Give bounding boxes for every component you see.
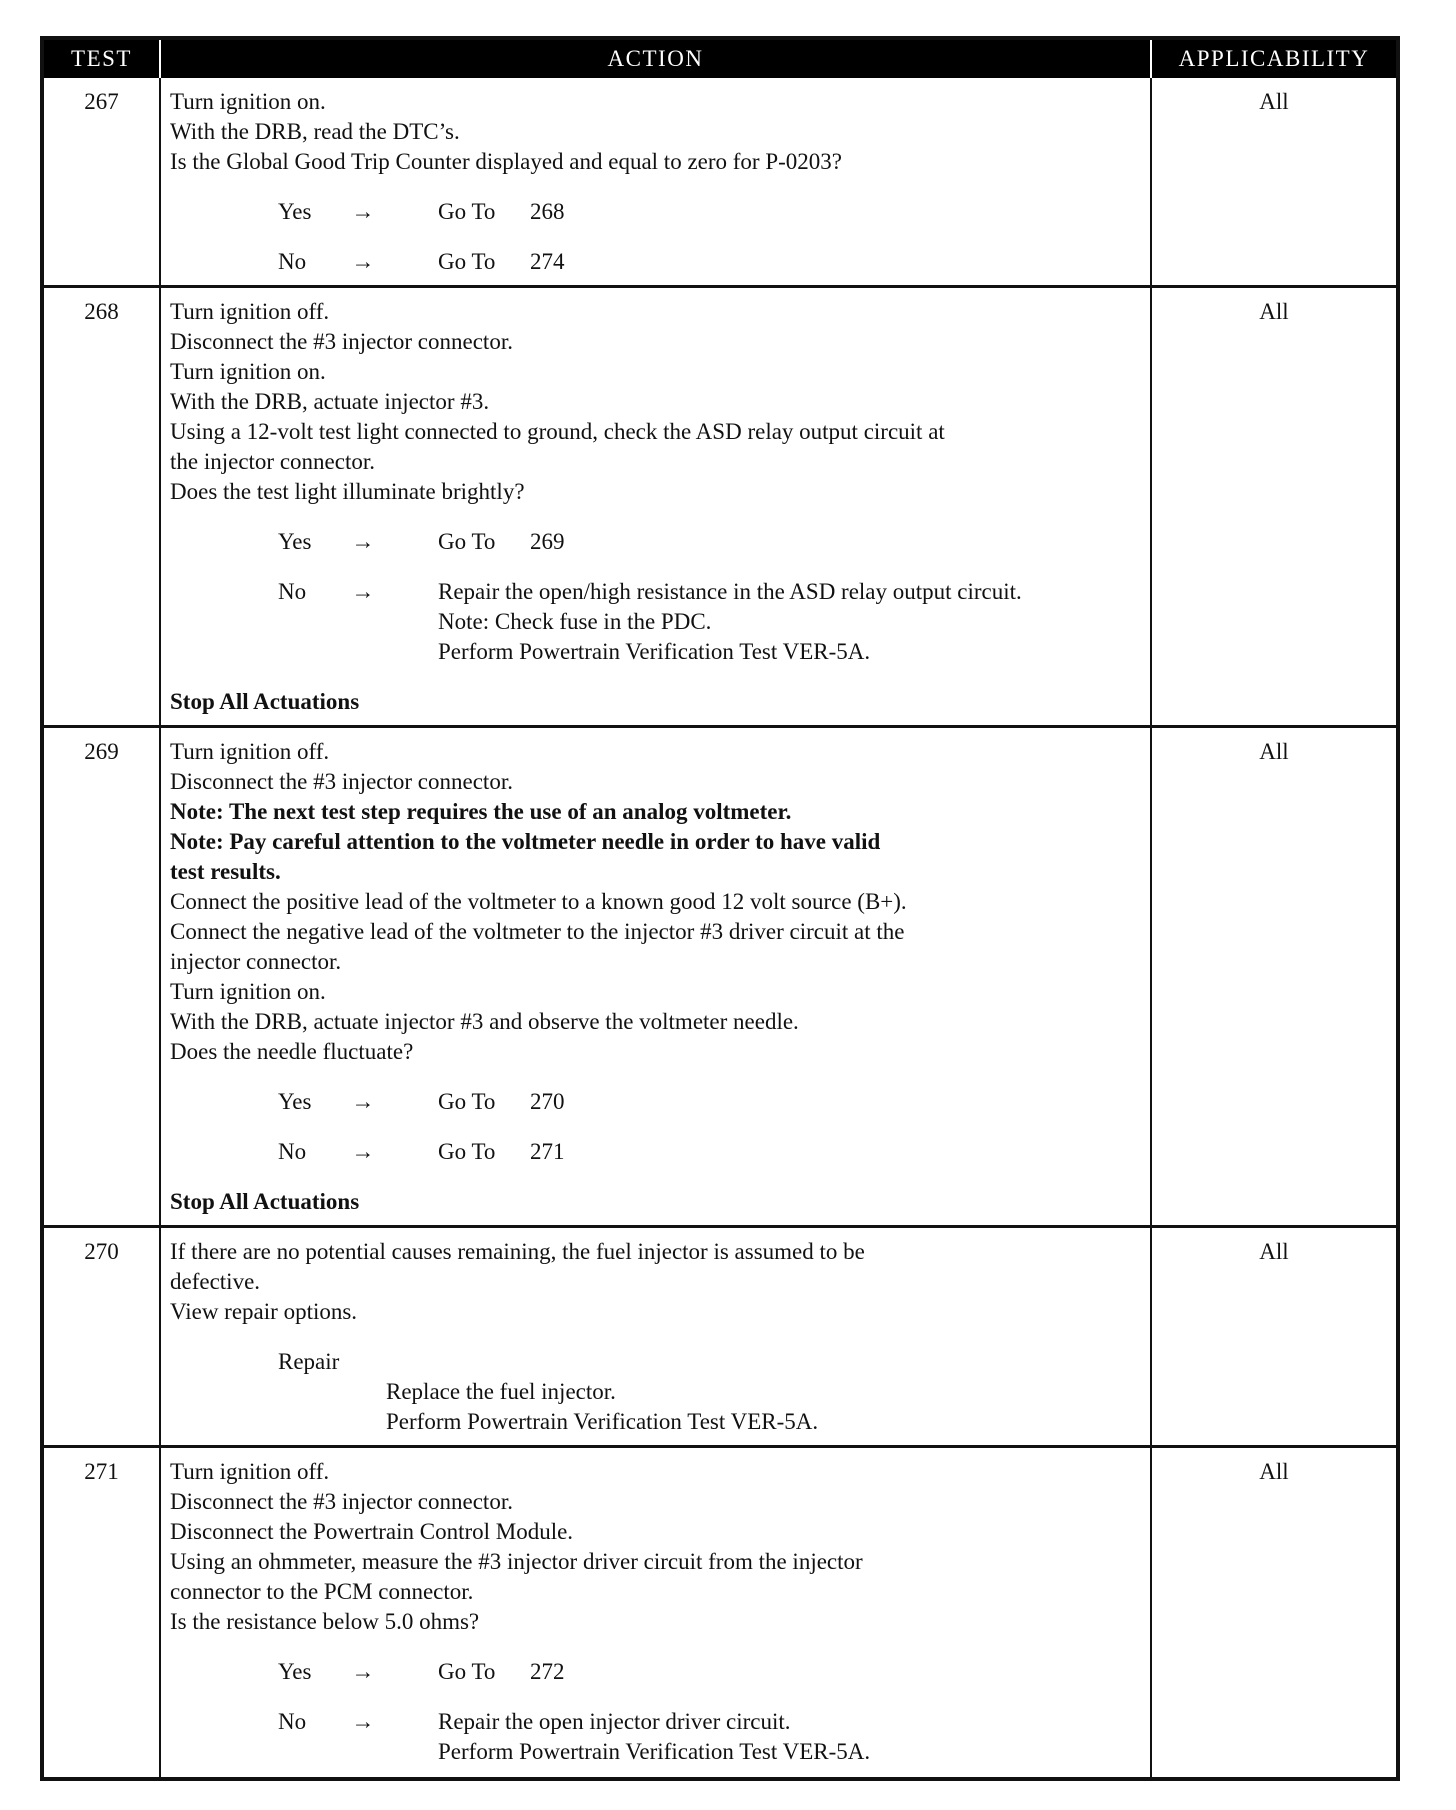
- test-number: 267: [84, 89, 119, 114]
- goto-label: Go To: [438, 529, 496, 554]
- header-applicability: APPLICABILITY: [1151, 38, 1398, 78]
- arrow-icon: →: [351, 1659, 375, 1684]
- table-row: [42, 1227, 1398, 1447]
- action-line: Disconnect the #3 injector connector.: [170, 329, 513, 354]
- goto-target: 269: [530, 529, 565, 554]
- branch-yes: [170, 1087, 1143, 1117]
- stop-actuations-note: Stop All Actuations: [170, 689, 360, 714]
- repair-line: Perform Powertrain Verification Test VER-5A.: [386, 1409, 819, 1434]
- branch-yes: [170, 1657, 1143, 1687]
- action-line: Turn ignition on.: [170, 359, 326, 384]
- answer-no: No: [278, 579, 307, 604]
- repair-label: Repair: [278, 1349, 340, 1374]
- branch-no: [170, 1707, 1143, 1767]
- result-line: Repair the open injector driver circuit.: [438, 1709, 791, 1734]
- arrow-icon: →: [351, 199, 375, 224]
- table-row: [42, 78, 1398, 287]
- action-cell: [160, 1447, 1151, 1780]
- action-line: Is the Global Good Trip Counter displayed and equal to zero for P-0203?: [170, 149, 842, 174]
- goto-label: Go To: [438, 249, 496, 274]
- goto-target: 268: [530, 199, 565, 224]
- action-line: Is the resistance below 5.0 ohms?: [170, 1609, 480, 1634]
- action-line: Turn ignition off.: [170, 1459, 330, 1484]
- goto-label: Go To: [438, 1659, 496, 1684]
- goto-target: 272: [530, 1659, 565, 1684]
- goto-label: Go To: [438, 1089, 496, 1114]
- action-cell: [160, 1227, 1151, 1447]
- action-line: defective.: [170, 1269, 261, 1294]
- applicability-value: All: [1151, 78, 1398, 287]
- test-number: 270: [42, 1227, 160, 1447]
- action-line: Connect the negative lead of the voltmeter to the injector #3 driver circuit at the: [170, 919, 905, 944]
- action-line: With the DRB, actuate injector #3 and observe the voltmeter needle.: [170, 1009, 799, 1034]
- action-line: Connect the positive lead of the voltmeter to a known good 12 volt source (B+).: [170, 889, 907, 914]
- table-row: [42, 727, 1398, 1227]
- answer-no: No: [278, 249, 307, 274]
- applicability-value: All: [1151, 1447, 1398, 1780]
- action-line: With the DRB, read the DTC’s.: [170, 119, 460, 144]
- action-line: Using an ohmmeter, measure the #3 injector driver circuit from the injector: [170, 1549, 863, 1574]
- applicability-value: All: [1151, 727, 1398, 1227]
- result-line: Note: Check fuse in the PDC.: [438, 609, 712, 634]
- arrow-icon: →: [351, 1089, 375, 1114]
- goto-target: 271: [530, 1139, 565, 1164]
- goto-label: Go To: [438, 199, 496, 224]
- action-line: Turn ignition off.: [170, 299, 330, 324]
- action-line: If there are no potential causes remaining, the fuel injector is assumed to be: [170, 1239, 865, 1264]
- arrow-icon: →: [351, 1139, 375, 1164]
- answer-yes: Yes: [278, 1089, 312, 1114]
- action-line: the injector connector.: [170, 449, 376, 474]
- result-line: Perform Powertrain Verification Test VER-5A.: [438, 639, 871, 664]
- table-row: [42, 287, 1398, 727]
- action-line: Does the needle fluctuate?: [170, 1039, 414, 1064]
- test-number: 271: [42, 1447, 160, 1780]
- action-cell: [160, 287, 1151, 727]
- action-line: injector connector.: [170, 949, 342, 974]
- table-row: [42, 1447, 1398, 1780]
- action-cell: [160, 727, 1151, 1227]
- applicability-value: All: [1151, 287, 1398, 727]
- answer-no: No: [278, 1709, 307, 1734]
- action-line: Turn ignition off.: [170, 739, 330, 764]
- header-test: TEST: [42, 38, 160, 78]
- goto-target: 270: [530, 1089, 565, 1114]
- answer-yes: Yes: [278, 529, 312, 554]
- answer-yes: Yes: [278, 199, 312, 224]
- stop-actuations-note: Stop All Actuations: [170, 1189, 360, 1214]
- table-header-row: [42, 38, 1398, 78]
- header-action: ACTION: [160, 38, 1151, 78]
- action-line: connector to the PCM connector.: [170, 1579, 474, 1604]
- goto-target: 274: [530, 249, 565, 274]
- procedure-page: [40, 36, 1396, 1770]
- bold-note-line: Note: Pay careful attention to the voltmeter needle in order to have valid: [170, 829, 881, 854]
- action-line: With the DRB, actuate injector #3.: [170, 389, 490, 414]
- bold-note-line: test results.: [170, 859, 281, 884]
- result-line: Perform Powertrain Verification Test VER-5A.: [438, 1739, 871, 1764]
- diagnostic-test-table: [40, 36, 1400, 1781]
- action-line: Turn ignition on.: [170, 89, 326, 114]
- repair-line: Replace the fuel injector.: [386, 1379, 616, 1404]
- action-line: Disconnect the #3 injector connector.: [170, 769, 513, 794]
- test-number: 269: [42, 727, 160, 1227]
- action-line: Using a 12-volt test light connected to ground, check the ASD relay output circuit at: [170, 419, 945, 444]
- test-number: 268: [42, 287, 160, 727]
- action-line: Does the test light illuminate brightly?: [170, 479, 525, 504]
- result-line: Repair the open/high resistance in the ASD relay output circuit.: [438, 579, 1022, 604]
- arrow-icon: →: [351, 249, 375, 274]
- applicability-value: All: [1151, 1227, 1398, 1447]
- branch-yes: [170, 197, 1143, 227]
- arrow-icon: →: [351, 579, 375, 604]
- action-line: Disconnect the #3 injector connector.: [170, 1489, 513, 1514]
- branch-no: [170, 577, 1143, 667]
- arrow-icon: →: [351, 529, 375, 554]
- branch-no: [170, 247, 1143, 277]
- branch-yes: [170, 527, 1143, 557]
- repair-instructions: [170, 1377, 1143, 1437]
- answer-yes: Yes: [278, 1659, 312, 1684]
- answer-no: No: [278, 1139, 307, 1164]
- action-line: Disconnect the Powertrain Control Module.: [170, 1519, 574, 1544]
- action-line: View repair options.: [170, 1299, 358, 1324]
- action-cell: [160, 78, 1151, 287]
- goto-label: Go To: [438, 1139, 496, 1164]
- action-line: Turn ignition on.: [170, 979, 326, 1004]
- arrow-icon: →: [351, 1709, 375, 1734]
- bold-note-line: Note: The next test step requires the use of an analog voltmeter.: [170, 799, 792, 824]
- branch-no: [170, 1137, 1143, 1167]
